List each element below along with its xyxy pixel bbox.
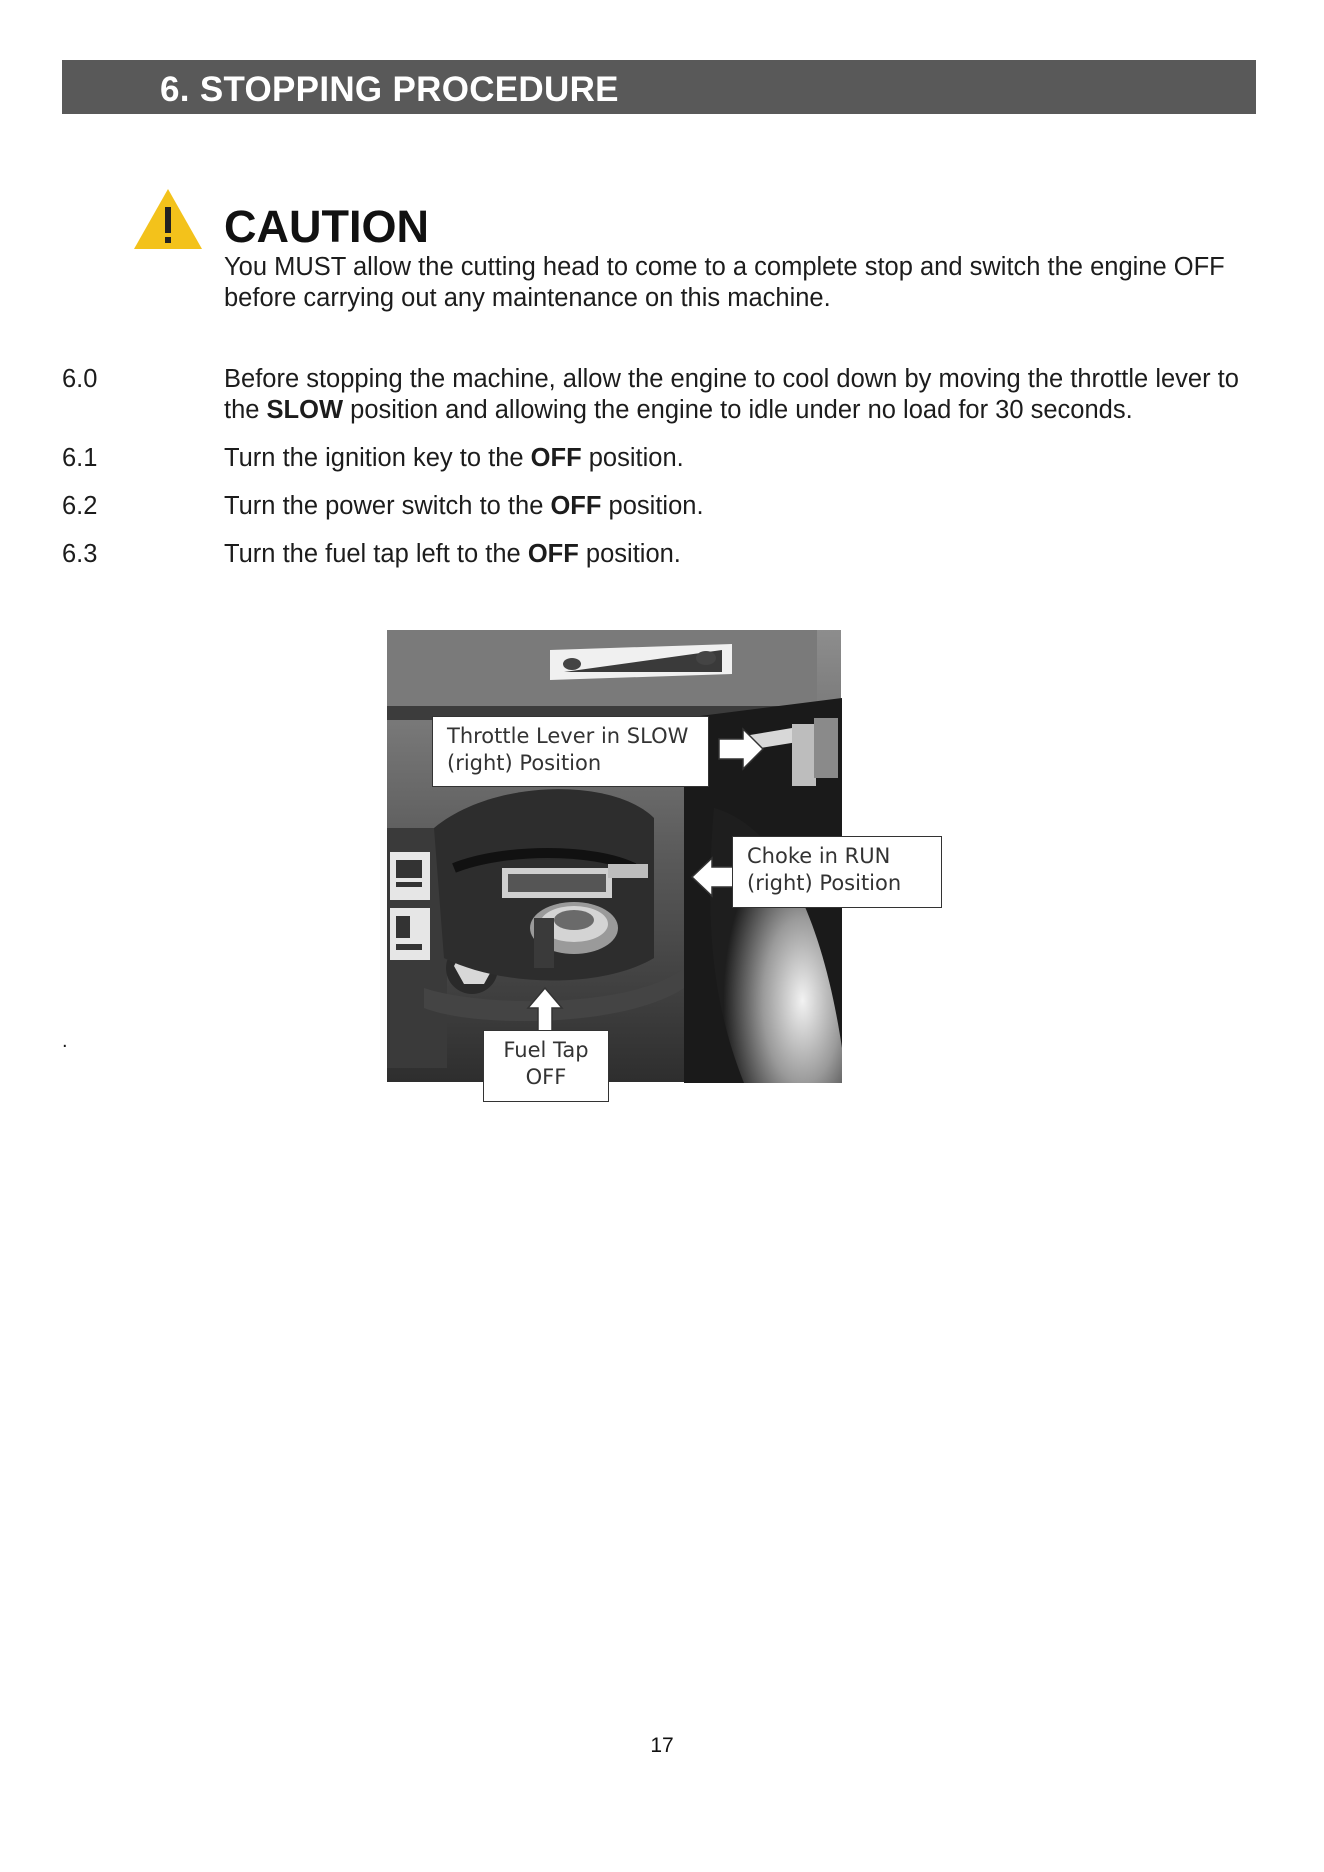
- page-number: 17: [650, 1734, 674, 1757]
- stray-mark: .: [62, 1030, 68, 1052]
- arrow-up-icon: [526, 986, 564, 1036]
- step-number: 6.2: [62, 492, 98, 520]
- engine-controls-figure: [384, 628, 902, 1089]
- callout-fuel-tap: Fuel Tap OFF: [483, 1030, 609, 1102]
- caution-heading: CAUTION: [224, 201, 429, 252]
- callout-throttle: Throttle Lever in SLOW (right) Position: [432, 716, 709, 787]
- step-number: 6.0: [62, 365, 98, 393]
- caution-text: You MUST allow the cutting head to come to a complete stop and switch the engine OFF before carrying out any maintenance on this machine.: [224, 253, 1225, 312]
- callout-choke: Choke in RUN (right) Position: [732, 836, 942, 908]
- step-text: Turn the ignition key to the OFF position.: [224, 444, 684, 472]
- step-text: Before stopping the machine, allow the engine to cool down by moving the throttle lever to the SLOW position and allowing the engine to idle under no load for 30 seconds.: [224, 365, 1239, 424]
- section-title: 6. STOPPING PROCEDURE: [160, 70, 619, 109]
- warning-triangle-icon: [132, 187, 204, 251]
- arrow-left-icon: [690, 856, 736, 898]
- step-text: Turn the fuel tap left to the OFF position.: [224, 540, 681, 568]
- section-header-bar: [62, 60, 1256, 114]
- step-number: 6.1: [62, 444, 98, 472]
- step-text: Turn the power switch to the OFF position.: [224, 492, 704, 520]
- step-number: 6.3: [62, 540, 98, 568]
- arrow-right-icon: [717, 727, 765, 771]
